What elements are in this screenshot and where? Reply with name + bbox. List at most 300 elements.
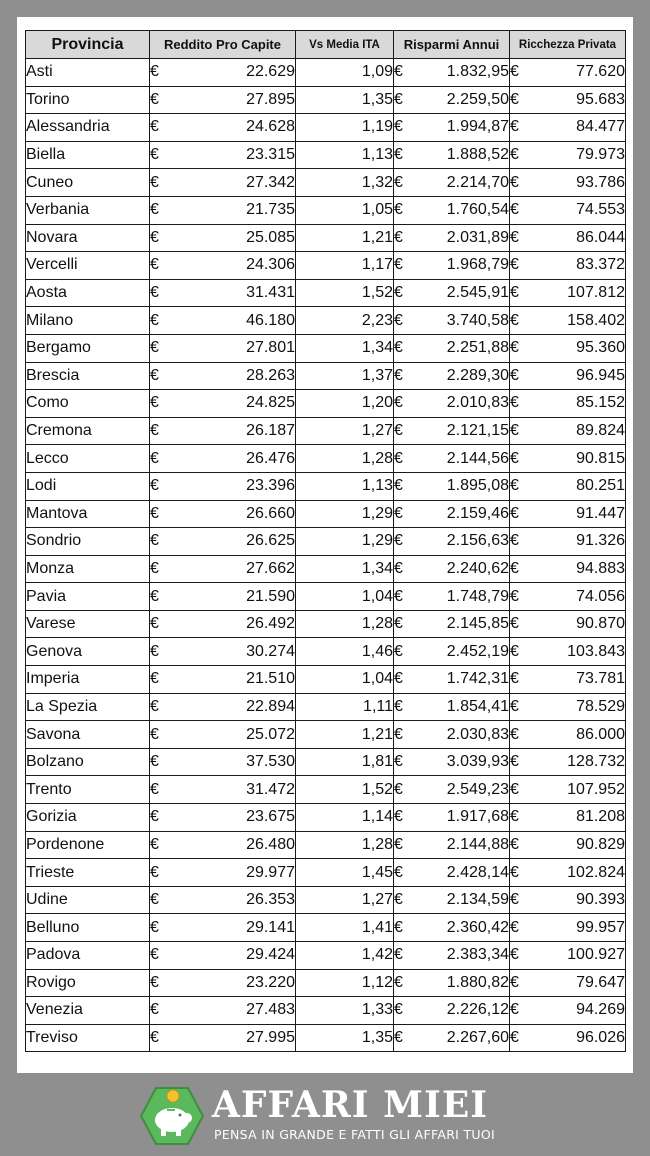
cell-provincia: Bergamo (26, 334, 150, 362)
table-row (26, 1024, 626, 1052)
risparmi-value: 1.994,87 (446, 118, 509, 136)
cell-reddito (150, 997, 296, 1025)
cell-media: 1,28 (296, 831, 394, 859)
cell-risparmi (394, 86, 510, 114)
cell-media: 1,04 (296, 666, 394, 694)
cell-ricchezza (510, 362, 626, 390)
cell-ricchezza (510, 942, 626, 970)
cell-reddito (150, 804, 296, 832)
table-row (26, 610, 626, 638)
cell-provincia: Gorizia (26, 804, 150, 832)
cell-risparmi (394, 997, 510, 1025)
currency-symbol: € (150, 63, 159, 81)
currency-symbol: € (150, 559, 159, 577)
cell-risparmi (394, 804, 510, 832)
cell-reddito (150, 390, 296, 418)
risparmi-value: 1.832,95 (446, 63, 509, 81)
cell-reddito (150, 776, 296, 804)
cell-risparmi (394, 334, 510, 362)
cell-media: 1,13 (296, 141, 394, 169)
risparmi-value: 2.144,56 (446, 449, 509, 467)
currency-symbol: € (150, 90, 159, 108)
cell-reddito (150, 59, 296, 87)
cell-risparmi (394, 748, 510, 776)
risparmi-value: 1.895,08 (446, 477, 509, 495)
currency-symbol: € (150, 808, 159, 826)
cell-reddito (150, 914, 296, 942)
currency-symbol: € (394, 1001, 403, 1019)
cell-risparmi (394, 610, 510, 638)
reddito-value: 23.675 (246, 808, 295, 826)
currency-symbol: € (394, 973, 403, 991)
cell-provincia: Mantova (26, 500, 150, 528)
risparmi-value: 3.039,93 (446, 753, 509, 771)
piggy-bank-hexagon-icon (140, 1086, 204, 1146)
currency-symbol: € (394, 946, 403, 964)
reddito-value: 25.085 (246, 228, 295, 246)
reddito-value: 28.263 (246, 366, 295, 384)
risparmi-value: 2.259,50 (446, 90, 509, 108)
currency-symbol: € (150, 835, 159, 853)
currency-symbol: € (510, 753, 519, 771)
cell-ricchezza (510, 804, 626, 832)
currency-symbol: € (394, 90, 403, 108)
cell-provincia: Sondrio (26, 528, 150, 556)
currency-symbol: € (394, 173, 403, 191)
currency-symbol: € (394, 863, 403, 881)
cell-risparmi (394, 417, 510, 445)
cell-provincia: Vercelli (26, 252, 150, 280)
reddito-value: 23.220 (246, 973, 295, 991)
ricchezza-value: 107.812 (567, 284, 625, 302)
cell-ricchezza (510, 141, 626, 169)
currency-symbol: € (394, 311, 403, 329)
table-row (26, 997, 626, 1025)
cell-risparmi (394, 196, 510, 224)
risparmi-value: 1.917,68 (446, 808, 509, 826)
table-row (26, 666, 626, 694)
cell-media: 1,32 (296, 169, 394, 197)
currency-symbol: € (150, 863, 159, 881)
cell-provincia: Belluno (26, 914, 150, 942)
cell-media: 1,19 (296, 114, 394, 142)
cell-ricchezza (510, 748, 626, 776)
cell-media: 1,33 (296, 997, 394, 1025)
cell-ricchezza (510, 86, 626, 114)
table-row (26, 555, 626, 583)
currency-symbol: € (510, 587, 519, 605)
ricchezza-value: 84.477 (576, 118, 625, 136)
cell-ricchezza (510, 169, 626, 197)
currency-symbol: € (510, 780, 519, 798)
currency-symbol: € (150, 477, 159, 495)
currency-symbol: € (150, 946, 159, 964)
cell-ricchezza (510, 500, 626, 528)
table-row (26, 472, 626, 500)
table-row (26, 748, 626, 776)
cell-provincia: Verbania (26, 196, 150, 224)
cell-provincia: Brescia (26, 362, 150, 390)
currency-symbol: € (150, 973, 159, 991)
table-row (26, 114, 626, 142)
cell-media: 1,21 (296, 721, 394, 749)
currency-symbol: € (394, 504, 403, 522)
currency-symbol: € (510, 173, 519, 191)
ricchezza-value: 78.529 (576, 697, 625, 715)
risparmi-value: 2.121,15 (446, 422, 509, 440)
cell-provincia: Como (26, 390, 150, 418)
reddito-value: 26.187 (246, 422, 295, 440)
reddito-value: 21.590 (246, 587, 295, 605)
data-sheet (17, 17, 633, 1073)
currency-symbol: € (150, 146, 159, 164)
cell-risparmi (394, 555, 510, 583)
cell-risparmi (394, 969, 510, 997)
cell-ricchezza (510, 914, 626, 942)
cell-media: 1,34 (296, 334, 394, 362)
ricchezza-value: 99.957 (576, 918, 625, 936)
risparmi-value: 3.740,58 (446, 311, 509, 329)
risparmi-value: 1.880,82 (446, 973, 509, 991)
reddito-value: 30.274 (246, 642, 295, 660)
ricchezza-value: 102.824 (567, 863, 625, 881)
cell-media: 1,14 (296, 804, 394, 832)
currency-symbol: € (510, 477, 519, 495)
currency-symbol: € (510, 532, 519, 550)
cell-media: 1,05 (296, 196, 394, 224)
currency-symbol: € (394, 835, 403, 853)
table-row (26, 859, 626, 887)
risparmi-value: 2.010,83 (446, 394, 509, 412)
risparmi-value: 2.549,23 (446, 780, 509, 798)
table-header-row (26, 31, 626, 59)
currency-symbol: € (394, 918, 403, 936)
cell-provincia: La Spezia (26, 693, 150, 721)
cell-risparmi (394, 472, 510, 500)
currency-symbol: € (510, 973, 519, 991)
currency-symbol: € (394, 808, 403, 826)
cell-reddito (150, 224, 296, 252)
ricchezza-value: 96.945 (576, 366, 625, 384)
currency-symbol: € (510, 284, 519, 302)
cell-ricchezza (510, 997, 626, 1025)
currency-symbol: € (510, 918, 519, 936)
cell-ricchezza (510, 859, 626, 887)
table-row (26, 390, 626, 418)
cell-risparmi (394, 1024, 510, 1052)
currency-symbol: € (510, 863, 519, 881)
cell-provincia: Aosta (26, 279, 150, 307)
table-row (26, 886, 626, 914)
currency-symbol: € (510, 256, 519, 274)
ricchezza-value: 86.044 (576, 228, 625, 246)
reddito-value: 26.492 (246, 615, 295, 633)
reddito-value: 27.342 (246, 173, 295, 191)
cell-reddito (150, 748, 296, 776)
cell-provincia: Pordenone (26, 831, 150, 859)
cell-ricchezza (510, 666, 626, 694)
cell-provincia: Udine (26, 886, 150, 914)
cell-provincia: Trieste (26, 859, 150, 887)
ricchezza-value: 74.553 (576, 201, 625, 219)
cell-reddito (150, 307, 296, 335)
risparmi-value: 1.854,41 (446, 697, 509, 715)
currency-symbol: € (394, 670, 403, 688)
currency-symbol: € (510, 146, 519, 164)
risparmi-value: 2.545,91 (446, 284, 509, 302)
ricchezza-value: 90.870 (576, 615, 625, 633)
cell-provincia: Bolzano (26, 748, 150, 776)
cell-reddito (150, 141, 296, 169)
currency-symbol: € (150, 918, 159, 936)
table-row (26, 169, 626, 197)
cell-risparmi (394, 776, 510, 804)
currency-symbol: € (150, 339, 159, 357)
cell-media: 1,11 (296, 693, 394, 721)
risparmi-value: 2.159,46 (446, 504, 509, 522)
header-provincia: Provincia (26, 31, 150, 59)
ricchezza-value: 90.829 (576, 835, 625, 853)
cell-provincia: Lecco (26, 445, 150, 473)
currency-symbol: € (510, 63, 519, 81)
currency-symbol: € (394, 642, 403, 660)
ricchezza-value: 79.973 (576, 146, 625, 164)
table-row (26, 417, 626, 445)
cell-reddito (150, 86, 296, 114)
currency-symbol: € (150, 725, 159, 743)
cell-media: 1,17 (296, 252, 394, 280)
reddito-value: 26.660 (246, 504, 295, 522)
currency-symbol: € (510, 808, 519, 826)
cell-provincia: Treviso (26, 1024, 150, 1052)
currency-symbol: € (510, 422, 519, 440)
cell-risparmi (394, 500, 510, 528)
table-row (26, 445, 626, 473)
cell-provincia: Novara (26, 224, 150, 252)
cell-risparmi (394, 169, 510, 197)
ricchezza-value: 158.402 (567, 311, 625, 329)
currency-symbol: € (394, 559, 403, 577)
currency-symbol: € (394, 366, 403, 384)
cell-media: 1,35 (296, 86, 394, 114)
risparmi-value: 1.760,54 (446, 201, 509, 219)
cell-reddito (150, 528, 296, 556)
table-row (26, 334, 626, 362)
cell-reddito (150, 693, 296, 721)
cell-risparmi (394, 859, 510, 887)
cell-reddito (150, 362, 296, 390)
cell-media: 2,23 (296, 307, 394, 335)
ricchezza-value: 90.815 (576, 449, 625, 467)
currency-symbol: € (510, 366, 519, 384)
cell-ricchezza (510, 472, 626, 500)
reddito-value: 24.306 (246, 256, 295, 274)
currency-symbol: € (394, 725, 403, 743)
currency-symbol: € (510, 559, 519, 577)
reddito-value: 46.180 (246, 311, 295, 329)
currency-symbol: € (150, 891, 159, 909)
table-row (26, 583, 626, 611)
cell-provincia: Venezia (26, 997, 150, 1025)
ricchezza-value: 83.372 (576, 256, 625, 274)
ricchezza-value: 103.843 (567, 642, 625, 660)
table-row (26, 914, 626, 942)
reddito-value: 26.625 (246, 532, 295, 550)
table-row (26, 969, 626, 997)
cell-provincia: Savona (26, 721, 150, 749)
cell-risparmi (394, 914, 510, 942)
cell-risparmi (394, 638, 510, 666)
risparmi-value: 1.742,31 (446, 670, 509, 688)
brand-name: AFFARI MIEI (212, 1084, 489, 1126)
reddito-value: 21.510 (246, 670, 295, 688)
cell-provincia: Asti (26, 59, 150, 87)
currency-symbol: € (510, 449, 519, 467)
cell-provincia: Alessandria (26, 114, 150, 142)
cell-risparmi (394, 721, 510, 749)
reddito-value: 27.483 (246, 1001, 295, 1019)
ricchezza-value: 96.026 (576, 1029, 625, 1047)
cell-media: 1,52 (296, 279, 394, 307)
risparmi-value: 2.226,12 (446, 1001, 509, 1019)
currency-symbol: € (394, 146, 403, 164)
cell-ricchezza (510, 693, 626, 721)
table-row (26, 86, 626, 114)
cell-risparmi (394, 831, 510, 859)
cell-provincia: Pavia (26, 583, 150, 611)
cell-reddito (150, 472, 296, 500)
cell-reddito (150, 638, 296, 666)
cell-media: 1,20 (296, 390, 394, 418)
table-row (26, 362, 626, 390)
brand-footer (140, 1084, 520, 1146)
cell-provincia: Torino (26, 86, 150, 114)
currency-symbol: € (150, 642, 159, 660)
table-row (26, 500, 626, 528)
cell-ricchezza (510, 831, 626, 859)
currency-symbol: € (394, 753, 403, 771)
currency-symbol: € (394, 256, 403, 274)
currency-symbol: € (150, 504, 159, 522)
reddito-value: 37.530 (246, 753, 295, 771)
reddito-value: 27.662 (246, 559, 295, 577)
cell-ricchezza (510, 886, 626, 914)
risparmi-value: 2.383,34 (446, 946, 509, 964)
cell-ricchezza (510, 638, 626, 666)
ricchezza-value: 85.152 (576, 394, 625, 412)
cell-media: 1,29 (296, 500, 394, 528)
currency-symbol: € (394, 477, 403, 495)
table-row (26, 638, 626, 666)
reddito-value: 31.431 (246, 284, 295, 302)
cell-media: 1,27 (296, 417, 394, 445)
cell-reddito (150, 969, 296, 997)
reddito-value: 25.072 (246, 725, 295, 743)
cell-provincia: Padova (26, 942, 150, 970)
cell-media: 1,81 (296, 748, 394, 776)
currency-symbol: € (510, 642, 519, 660)
cell-media: 1,41 (296, 914, 394, 942)
currency-symbol: € (150, 201, 159, 219)
currency-symbol: € (150, 532, 159, 550)
province-income-table (25, 30, 626, 1052)
cell-provincia: Cuneo (26, 169, 150, 197)
cell-risparmi (394, 224, 510, 252)
currency-symbol: € (510, 118, 519, 136)
cell-reddito (150, 417, 296, 445)
header-ricchezza: Ricchezza Privata (510, 31, 626, 59)
risparmi-value: 2.267,60 (446, 1029, 509, 1047)
currency-symbol: € (394, 63, 403, 81)
table-row (26, 141, 626, 169)
ricchezza-value: 79.647 (576, 973, 625, 991)
cell-ricchezza (510, 252, 626, 280)
table-row (26, 59, 626, 87)
cell-reddito (150, 334, 296, 362)
reddito-value: 27.801 (246, 339, 295, 357)
currency-symbol: € (510, 228, 519, 246)
cell-reddito (150, 252, 296, 280)
currency-symbol: € (394, 532, 403, 550)
ricchezza-value: 91.447 (576, 504, 625, 522)
cell-risparmi (394, 666, 510, 694)
risparmi-value: 2.289,30 (446, 366, 509, 384)
table-row (26, 528, 626, 556)
reddito-value: 26.476 (246, 449, 295, 467)
brand-tagline: PENSA IN GRANDE E FATTI GLI AFFARI TUOI (214, 1127, 495, 1142)
cell-provincia: Rovigo (26, 969, 150, 997)
currency-symbol: € (150, 228, 159, 246)
ricchezza-value: 95.683 (576, 90, 625, 108)
cell-reddito (150, 555, 296, 583)
table-row (26, 776, 626, 804)
currency-symbol: € (510, 394, 519, 412)
ricchezza-value: 128.732 (567, 753, 625, 771)
currency-symbol: € (394, 449, 403, 467)
cell-ricchezza (510, 59, 626, 87)
cell-reddito (150, 831, 296, 859)
cell-risparmi (394, 307, 510, 335)
ricchezza-value: 93.786 (576, 173, 625, 191)
risparmi-value: 2.031,89 (446, 228, 509, 246)
cell-risparmi (394, 279, 510, 307)
currency-symbol: € (394, 422, 403, 440)
risparmi-value: 1.888,52 (446, 146, 509, 164)
currency-symbol: € (150, 670, 159, 688)
cell-ricchezza (510, 969, 626, 997)
table-row (26, 721, 626, 749)
table-row (26, 224, 626, 252)
risparmi-value: 2.214,70 (446, 173, 509, 191)
ricchezza-value: 95.360 (576, 339, 625, 357)
currency-symbol: € (394, 201, 403, 219)
currency-symbol: € (150, 449, 159, 467)
currency-symbol: € (394, 891, 403, 909)
currency-symbol: € (150, 173, 159, 191)
currency-symbol: € (150, 1029, 159, 1047)
cell-ricchezza (510, 583, 626, 611)
cell-reddito (150, 942, 296, 970)
currency-symbol: € (394, 228, 403, 246)
currency-symbol: € (150, 394, 159, 412)
currency-symbol: € (510, 201, 519, 219)
currency-symbol: € (394, 394, 403, 412)
cell-reddito (150, 169, 296, 197)
cell-ricchezza (510, 1024, 626, 1052)
cell-provincia: Varese (26, 610, 150, 638)
currency-symbol: € (394, 284, 403, 302)
risparmi-value: 2.360,42 (446, 918, 509, 936)
